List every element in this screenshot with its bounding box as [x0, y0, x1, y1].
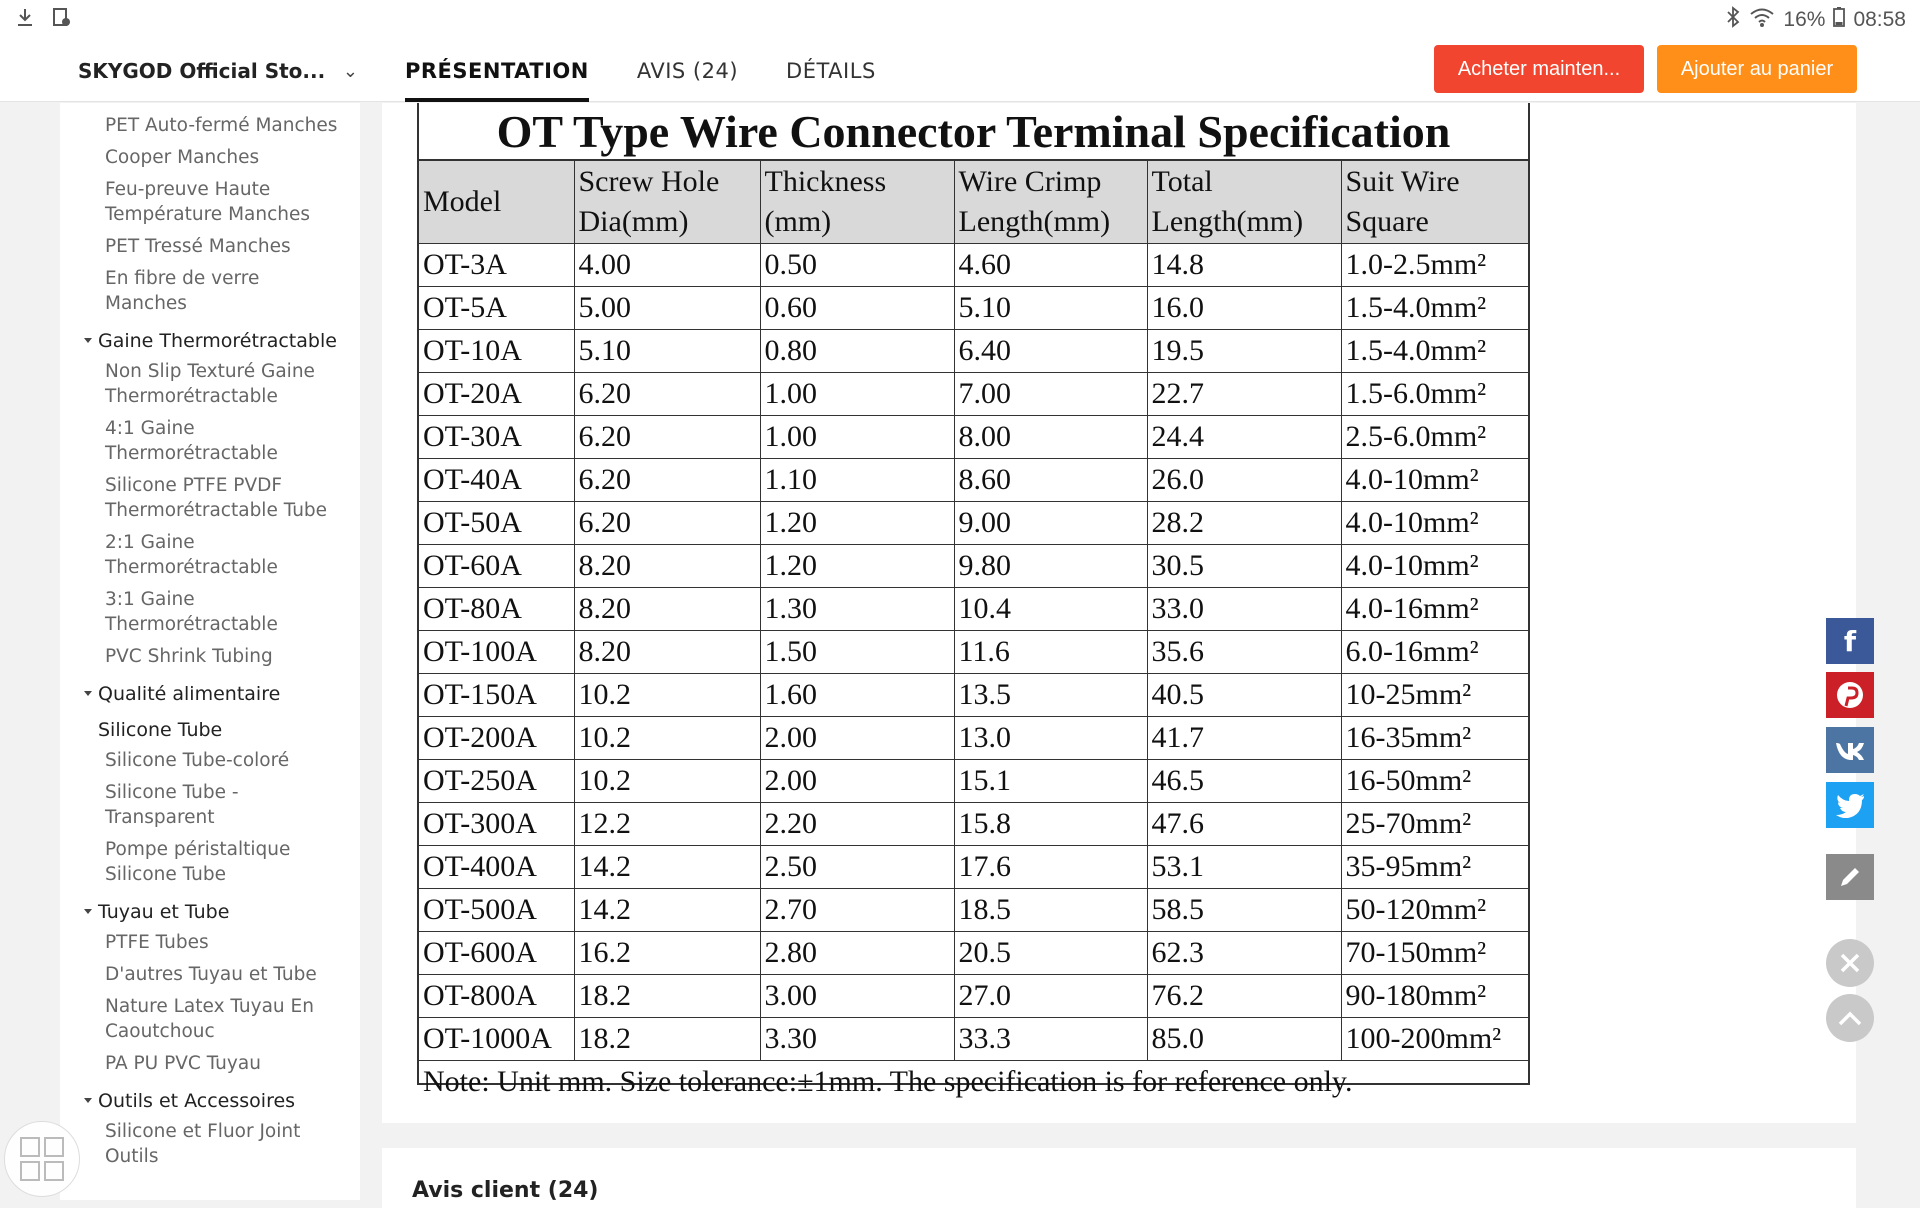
spec-cell: OT-30A: [419, 416, 574, 459]
spec-column-header: Total Length(mm): [1147, 161, 1341, 244]
sidebar-item[interactable]: 3:1 Gaine Thermorétractable: [105, 589, 278, 635]
store-selector[interactable]: [78, 40, 358, 102]
spec-cell: 1.10: [760, 459, 954, 502]
spec-cell: OT-200A: [419, 717, 574, 760]
spec-cell: 25-70mm²: [1341, 803, 1528, 846]
sidebar-category[interactable]: Gaine Thermorétractable: [60, 323, 348, 359]
spec-cell: OT-3A: [419, 244, 574, 287]
spec-cell: 3.00: [760, 975, 954, 1018]
spec-cell: 26.0: [1147, 459, 1341, 502]
spec-cell: 76.2: [1147, 975, 1341, 1018]
spec-cell: OT-1000A: [419, 1018, 574, 1061]
spec-title: OT Type Wire Connector Terminal Specification: [419, 103, 1528, 161]
spec-cell: 1.20: [760, 545, 954, 588]
spec-cell: 1.5-4.0mm²: [1341, 330, 1528, 373]
spec-cell: 2.50: [760, 846, 954, 889]
spec-cell: 27.0: [954, 975, 1147, 1018]
spec-row: [419, 674, 1528, 717]
spec-cell: 18.2: [574, 975, 760, 1018]
spec-cell: 1.00: [760, 416, 954, 459]
spec-table: [419, 161, 1528, 1103]
spec-cell: 2.20: [760, 803, 954, 846]
spec-cell: 14.2: [574, 889, 760, 932]
spec-cell: OT-100A: [419, 631, 574, 674]
tab-bar: [405, 40, 876, 102]
spec-cell: 62.3: [1147, 932, 1341, 975]
store-name: SKYGOD Official Sto...: [78, 59, 326, 83]
sidebar-item[interactable]: Silicone et Fluor Joint Outils: [105, 1121, 301, 1167]
spec-cell: 10.2: [574, 717, 760, 760]
spec-cell: OT-60A: [419, 545, 574, 588]
tab-details[interactable]: DÉTAILS: [786, 59, 876, 83]
grid-icon[interactable]: [4, 1121, 80, 1197]
spec-cell: 6.20: [574, 459, 760, 502]
spec-cell: 4.0-16mm²: [1341, 588, 1528, 631]
sidebar-item[interactable]: Silicone Tube - Transparent: [105, 782, 239, 828]
spec-image: [417, 103, 1530, 1098]
spec-column-header: Suit Wire Square: [1341, 161, 1528, 244]
spec-cell: OT-150A: [419, 674, 574, 717]
spec-cell: 16.2: [574, 932, 760, 975]
spec-cell: 16-50mm²: [1341, 760, 1528, 803]
spec-row: [419, 330, 1528, 373]
spec-cell: 4.0-10mm²: [1341, 545, 1528, 588]
spec-cell: OT-250A: [419, 760, 574, 803]
sidebar-category[interactable]: Outils et Accessoires: [60, 1083, 348, 1119]
spec-cell: 6.20: [574, 416, 760, 459]
spec-cell: 4.60: [954, 244, 1147, 287]
add-to-cart-button[interactable]: Ajouter au panier: [1657, 45, 1857, 93]
pinterest-icon[interactable]: [1826, 672, 1874, 718]
spec-cell: 15.8: [954, 803, 1147, 846]
spec-cell: 35.6: [1147, 631, 1341, 674]
wifi-icon: [1749, 6, 1775, 34]
spec-cell: 33.3: [954, 1018, 1147, 1061]
spec-column-header: Wire Crimp Length(mm): [954, 161, 1147, 244]
twitter-icon[interactable]: [1826, 782, 1874, 828]
spec-cell: 10.4: [954, 588, 1147, 631]
spec-cell: 0.50: [760, 244, 954, 287]
spec-cell: OT-50A: [419, 502, 574, 545]
spec-cell: 2.70: [760, 889, 954, 932]
spec-cell: 1.60: [760, 674, 954, 717]
chevron-down-icon: ⌄: [342, 60, 358, 82]
spec-cell: 1.5-6.0mm²: [1341, 373, 1528, 416]
spec-cell: 41.7: [1147, 717, 1341, 760]
sidebar-item[interactable]: Silicone PTFE PVDF Thermorétractable Tube: [105, 475, 328, 521]
spec-cell: OT-600A: [419, 932, 574, 975]
spec-cell: 1.30: [760, 588, 954, 631]
spec-cell: 100-200mm²: [1341, 1018, 1528, 1061]
sidebar-item[interactable]: Nature Latex Tuyau En Caoutchouc: [105, 996, 314, 1042]
scroll-top-icon[interactable]: [1826, 994, 1874, 1042]
spec-cell: 4.00: [574, 244, 760, 287]
spec-row: [419, 373, 1528, 416]
spec-cell: 20.5: [954, 932, 1147, 975]
spec-cell: OT-40A: [419, 459, 574, 502]
spec-note-row: [419, 1061, 1528, 1104]
spec-cell: OT-10A: [419, 330, 574, 373]
spec-row: [419, 760, 1528, 803]
spec-cell: 4.0-10mm²: [1341, 502, 1528, 545]
tab-presentation[interactable]: PRÉSENTATION: [405, 40, 589, 102]
status-bar: [0, 0, 1920, 40]
sidebar-item[interactable]: PET Auto-fermé Manches: [105, 115, 338, 136]
spec-cell: 16-35mm²: [1341, 717, 1528, 760]
spec-cell: 8.20: [574, 631, 760, 674]
spec-cell: 28.2: [1147, 502, 1341, 545]
spec-cell: 1.0-2.5mm²: [1341, 244, 1528, 287]
spec-row: [419, 588, 1528, 631]
spec-row: [419, 803, 1528, 846]
spec-cell: 58.5: [1147, 889, 1341, 932]
spec-cell: 53.1: [1147, 846, 1341, 889]
spec-cell: 70-150mm²: [1341, 932, 1528, 975]
spec-row: [419, 631, 1528, 674]
spec-cell: 5.00: [574, 287, 760, 330]
sidebar-item[interactable]: Feu-preuve Haute Température Manches: [105, 179, 311, 225]
vk-icon[interactable]: [1826, 727, 1874, 773]
spec-cell: 35-95mm²: [1341, 846, 1528, 889]
spec-cell: 12.2: [574, 803, 760, 846]
spec-row: [419, 416, 1528, 459]
spec-cell: 5.10: [574, 330, 760, 373]
spec-cell: 8.00: [954, 416, 1147, 459]
tab-reviews[interactable]: AVIS (24): [636, 59, 739, 83]
spec-cell: 0.80: [760, 330, 954, 373]
spec-cell: OT-500A: [419, 889, 574, 932]
category-sidebar: [60, 103, 360, 1200]
spec-cell: 1.50: [760, 631, 954, 674]
spec-cell: 9.00: [954, 502, 1147, 545]
spec-row: [419, 459, 1528, 502]
spec-cell: 16.0: [1147, 287, 1341, 330]
spec-cell: 8.20: [574, 588, 760, 631]
spec-cell: 6.40: [954, 330, 1147, 373]
spec-cell: 2.80: [760, 932, 954, 975]
spec-cell: 18.2: [574, 1018, 760, 1061]
battery-level: 16%: [1783, 8, 1826, 31]
spec-cell: 14.2: [574, 846, 760, 889]
spec-cell: 2.5-6.0mm²: [1341, 416, 1528, 459]
spec-cell: 18.5: [954, 889, 1147, 932]
spec-cell: 8.60: [954, 459, 1147, 502]
spec-cell: 9.80: [954, 545, 1147, 588]
sidebar-item[interactable]: PA PU PVC Tuyau: [105, 1053, 261, 1074]
spec-cell: 5.10: [954, 287, 1147, 330]
close-icon[interactable]: [1826, 939, 1874, 987]
spec-cell: OT-20A: [419, 373, 574, 416]
spec-cell: OT-800A: [419, 975, 574, 1018]
spec-cell: 1.00: [760, 373, 954, 416]
spec-row: [419, 244, 1528, 287]
spec-cell: 7.00: [954, 373, 1147, 416]
spec-cell: 47.6: [1147, 803, 1341, 846]
spec-cell: 13.5: [954, 674, 1147, 717]
sidebar-item[interactable]: PTFE Tubes: [105, 932, 209, 953]
spec-cell: 13.0: [954, 717, 1147, 760]
clock: 08:58: [1853, 8, 1906, 31]
spec-cell: 24.4: [1147, 416, 1341, 459]
spec-cell: 10.2: [574, 760, 760, 803]
sidebar-item[interactable]: Cooper Manches: [105, 147, 260, 168]
spec-cell: OT-5A: [419, 287, 574, 330]
spec-row: [419, 545, 1528, 588]
spec-header-row: [419, 161, 1528, 244]
spec-cell: 30.5: [1147, 545, 1341, 588]
battery-icon: [1833, 6, 1845, 34]
spec-column-header: Thickness (mm): [760, 161, 954, 244]
bluetooth-icon: [1725, 6, 1741, 34]
buy-now-button[interactable]: Acheter mainten...: [1434, 45, 1644, 93]
spec-cell: 14.8: [1147, 244, 1341, 287]
spec-cell: OT-300A: [419, 803, 574, 846]
spec-row: [419, 846, 1528, 889]
spec-row: [419, 932, 1528, 975]
spec-cell: 46.5: [1147, 760, 1341, 803]
spec-cell: 6.20: [574, 373, 760, 416]
spec-row: [419, 1018, 1528, 1061]
spec-cell: 85.0: [1147, 1018, 1341, 1061]
sidebar-item[interactable]: PVC Shrink Tubing: [105, 646, 273, 667]
sidebar-item[interactable]: Silicone Tube-coloré: [105, 750, 290, 771]
sidebar-item[interactable]: En fibre de verre Manches: [105, 268, 260, 314]
spec-cell: 11.6: [954, 631, 1147, 674]
spec-cell: 19.5: [1147, 330, 1341, 373]
product-header: [0, 40, 1920, 102]
spec-cell: 10.2: [574, 674, 760, 717]
spec-row: [419, 975, 1528, 1018]
edit-icon[interactable]: [1826, 854, 1874, 900]
spec-cell: 17.6: [954, 846, 1147, 889]
spec-cell: 50-120mm²: [1341, 889, 1528, 932]
spec-cell: 22.7: [1147, 373, 1341, 416]
spec-row: [419, 889, 1528, 932]
sidebar-category[interactable]: Tuyau et Tube: [60, 894, 348, 930]
spec-cell: 1.20: [760, 502, 954, 545]
spec-cell: 0.60: [760, 287, 954, 330]
reviews-card: [382, 1148, 1856, 1208]
spec-cell: 40.5: [1147, 674, 1341, 717]
spec-cell: 90-180mm²: [1341, 975, 1528, 1018]
spec-cell: 1.5-4.0mm²: [1341, 287, 1528, 330]
spec-row: [419, 502, 1528, 545]
spec-cell: 2.00: [760, 717, 954, 760]
sidebar-item[interactable]: Pompe péristaltique Silicone Tube: [105, 839, 291, 885]
spec-column-header: Model: [419, 161, 574, 244]
spec-cell: 15.1: [954, 760, 1147, 803]
document-icon: [50, 6, 72, 34]
sidebar-category[interactable]: Qualité alimentaire Silicone Tube: [60, 676, 348, 748]
spec-cell: 10-25mm²: [1341, 674, 1528, 717]
sidebar-item[interactable]: PET Tressé Manches: [105, 236, 291, 257]
spec-cell: 6.0-16mm²: [1341, 631, 1528, 674]
spec-row: [419, 717, 1528, 760]
facebook-icon[interactable]: f: [1826, 618, 1874, 664]
reviews-title: Avis client (24): [412, 1178, 599, 1203]
spec-cell: 8.20: [574, 545, 760, 588]
sidebar-item[interactable]: 2:1 Gaine Thermorétractable: [105, 532, 278, 578]
spec-cell: 6.20: [574, 502, 760, 545]
spec-cell: 3.30: [760, 1018, 954, 1061]
spec-cell: OT-400A: [419, 846, 574, 889]
spec-note: Note: Unit mm. Size tolerance:±1mm. The specification is for reference only.: [419, 1061, 1528, 1104]
sidebar-item[interactable]: D'autres Tuyau et Tube: [105, 964, 317, 985]
spec-cell: 2.00: [760, 760, 954, 803]
spec-row: [419, 287, 1528, 330]
spec-column-header: Screw Hole Dia(mm): [574, 161, 760, 244]
sidebar-item[interactable]: Non Slip Texturé Gaine Thermorétractable: [105, 361, 315, 407]
sidebar-item[interactable]: 4:1 Gaine Thermorétractable: [105, 418, 278, 464]
spec-cell: OT-80A: [419, 588, 574, 631]
spec-cell: 33.0: [1147, 588, 1341, 631]
download-icon: [14, 6, 36, 34]
spec-cell: 4.0-10mm²: [1341, 459, 1528, 502]
